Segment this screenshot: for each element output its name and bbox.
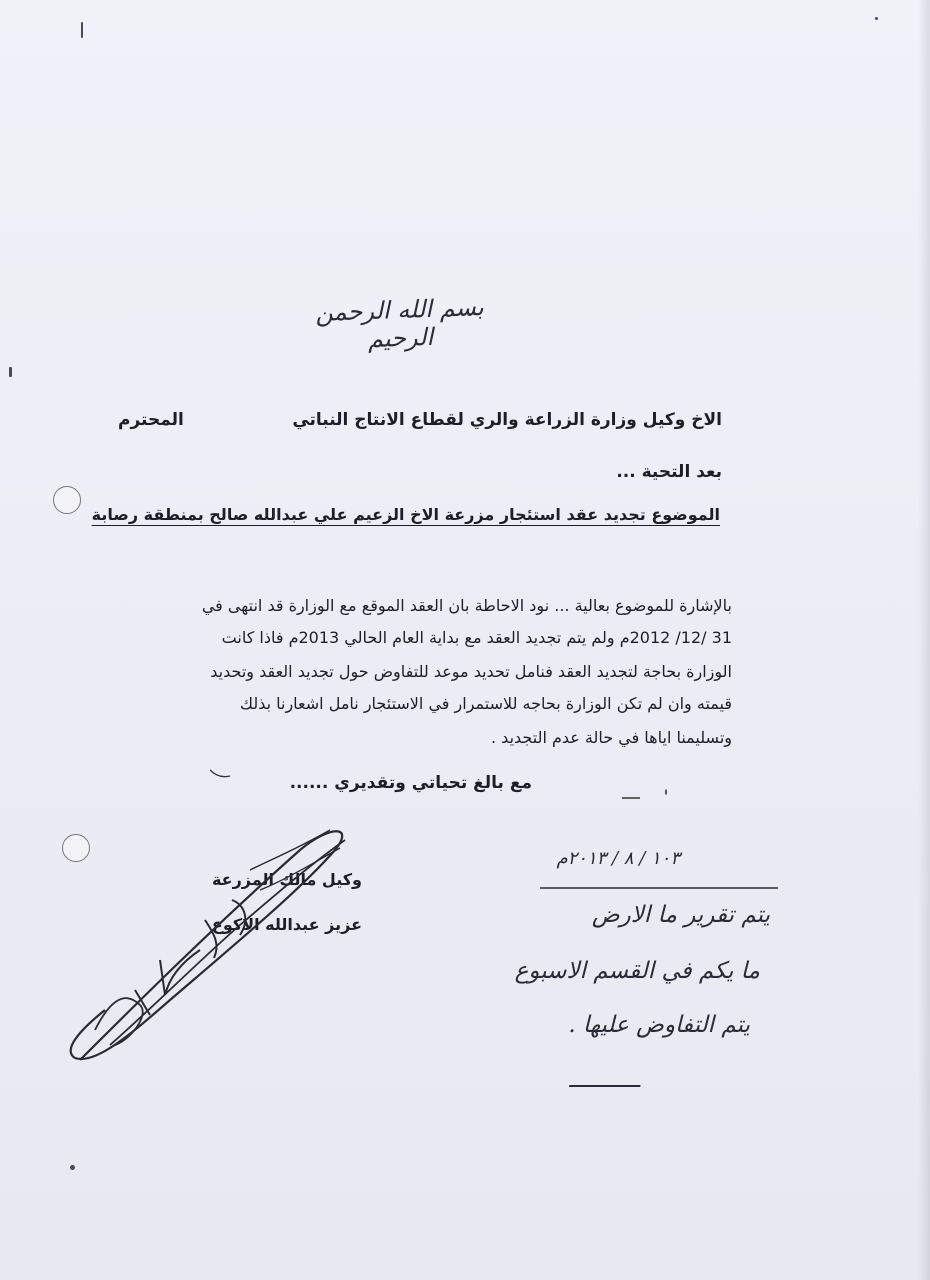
scan-speck bbox=[665, 789, 667, 795]
handwritten-note bbox=[340, 840, 810, 1120]
scan-speck bbox=[875, 17, 878, 20]
closing-line: مع بالغ تحياتي وتقديري ...... bbox=[289, 773, 532, 793]
scan-speck bbox=[70, 1165, 75, 1170]
handwritten-line: يتم التفاوض عليها . bbox=[568, 1012, 750, 1038]
signature-name: عزيز عبدالله الاكوع bbox=[211, 915, 362, 934]
handwritten-line: يتم تقرير ما الارض bbox=[591, 902, 770, 928]
page-edge-shadow bbox=[918, 0, 930, 1280]
binder-hole-top bbox=[53, 486, 81, 514]
subject-line: الموضوع تجديد عقد استئجار مزرعة الاخ الزعيم علي عبدالله صالح بمنطقة رصابة bbox=[91, 505, 720, 524]
handwritten-line: ما يكم في القسم الاسبوع bbox=[514, 958, 760, 984]
body-line: الوزارة بحاجة لتجديد العقد فنامل تحديد موعد للتفاوض حول تجديد العقد وتحديد bbox=[210, 662, 732, 681]
scan-mark bbox=[81, 22, 83, 38]
basmala-heading: بسم الله الرحمن الرحيم bbox=[314, 293, 485, 354]
greeting-line: بعد التحية ... bbox=[616, 462, 722, 482]
body-line: وتسليمنا اياها في حالة عدم التجديد . bbox=[491, 728, 732, 747]
binder-hole-bottom bbox=[62, 834, 90, 862]
addressee-line: الاخ وكيل وزارة الزراعة والري لقطاع الانتاج النباتي bbox=[292, 410, 722, 430]
respected-label: المحترم bbox=[118, 410, 184, 430]
body-line: قيمته وان لم تكن الوزارة بحاجه للاستمرار في الاستئجار نامل اشعارنا بذلك bbox=[239, 694, 732, 713]
body-line: 31 /12/ 2012م ولم يتم تجديد العقد مع بداية العام الحالي 2013م فاذا كانت bbox=[221, 628, 732, 647]
signature-title: وكيل مالك المزرعة bbox=[211, 870, 362, 889]
handwritten-reference: ١٠٣ / ٨ / ٢٠١٣م bbox=[556, 848, 680, 869]
handwritten-line: ـــــــــــ bbox=[569, 1068, 640, 1093]
scan-mark bbox=[9, 367, 12, 377]
body-line: بالإشارة للموضوع بعالية ... نود الاحاطة بان العقد الموقع مع الوزارة قد انتهى في bbox=[201, 596, 732, 615]
